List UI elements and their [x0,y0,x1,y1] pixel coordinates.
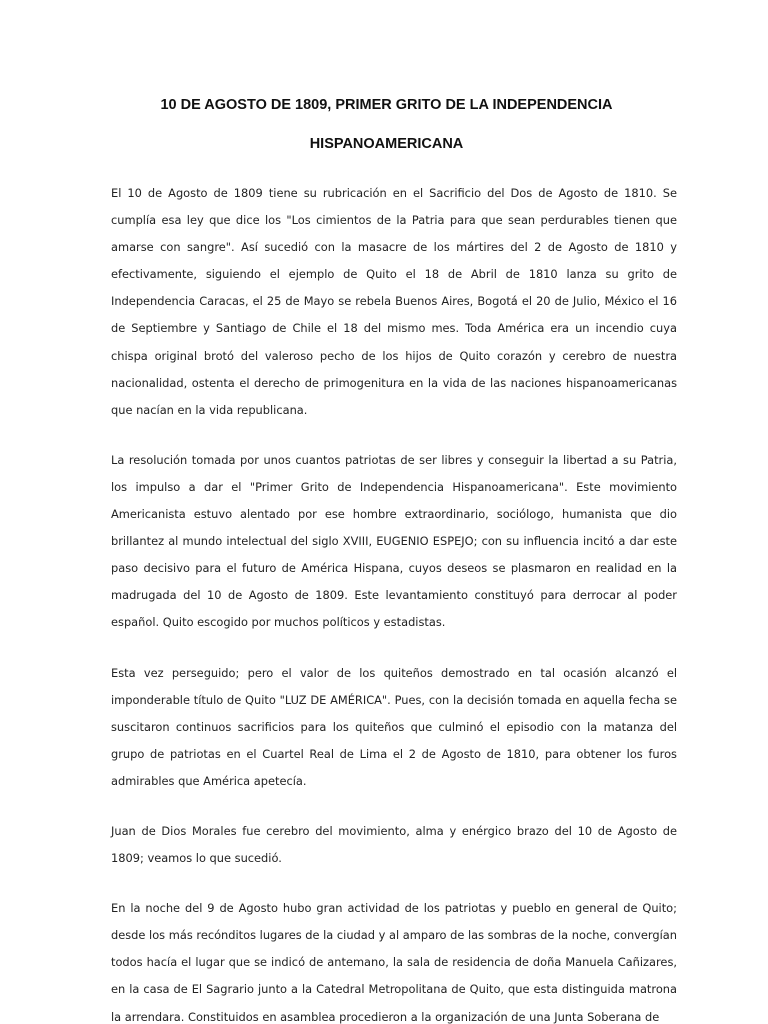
document-body [111,180,677,1024]
paragraph: La resolución tomada por unos cuantos patriotas de ser libres y conseguir la libertad a su Patria, los impulso a dar el "Primer Grito de Independencia Hispanoamericana". Este movimiento Americanista estuvo alentado por ese hombre extraordinario, sociólogo, humanista que dio brillantez al mundo intelectual del siglo XVIII, EUGENIO ESPEJO; con su influencia incitó a dar este paso decisivo para el futuro de América Hispana, cuyos deseos se plasmaron en realidad en la madrugada del 10 de Agosto de 1809. Este levantamiento constituyó para derrocar al poder español. Quito escogido por muchos políticos y estadistas. [111,452,677,630]
paragraph: Esta vez perseguido; pero el valor de los quiteños demostrado en tal ocasión alcanzó el imponderable título de Quito "LUZ DE AMÉRICA". Pues, con la decisión tomada en aquella fecha se suscitaron continuos sacrificios para los quiteños que culminó el episodio con la matanza del grupo de patriotas en el Cuartel Real de Lima el 2 de Agosto de 1810, para obtener los furos admirables que América apetecía. [111,665,677,788]
paragraph: En la noche del 9 de Agosto hubo gran actividad de los patriotas y pueblo en general de Quito; desde los más recónditos lugares de la ciudad y al amparo de las sombras de la noche, convergían todos hacía el lugar que se indicó de antemano, la sala de residencia de doña Manuela Cañizares, en la casa de El Sagrario junto a la Catedral Metropolitana de Quito, que esta distinguida matrona la arrendara. Constituidos en asamblea procedieron a la organización de una Junta Soberana de [111,901,677,1024]
paragraph: El 10 de Agosto de 1809 tiene su rubricación en el Sacrificio del Dos de Agosto de 1810. Se cumplía esa ley que dice los "Los cimientos de la Patria para que sean perdurables tienen que amarse con sangre". Así sucedió con la masacre de los mártires del 2 de Agosto de 1810 y efectivamente, siguiendo el ejemplo de Quito el 18 de Abril de 1810 lanza su grito de Independencia Caracas, el 25 de Mayo se rebela Buenos Aires, Bogotá el 20 de Julio, México el 16 de Septiembre y Santiago de Chile el 18 del mismo mes. Toda América era un incendio cuya chispa original brotó del valeroso pecho de los hijos de Quito corazón y cerebro de nuestra nacionalidad, ostenta el derecho de primogenitura en la vida de las naciones hispanoamericanas que nacían en la vida republicana. [111,186,677,417]
document-title-line-1: 10 DE AGOSTO DE 1809, PRIMER GRITO DE LA INDEPENDENCIA [160,97,613,113]
paragraph: Juan de Dios Morales fue cerebro del movimiento, alma y enérgico brazo del 10 de Agosto de 1809; veamos lo que sucedió. [111,823,677,866]
document-title-line-2: HISPANOAMERICANA [309,136,464,152]
